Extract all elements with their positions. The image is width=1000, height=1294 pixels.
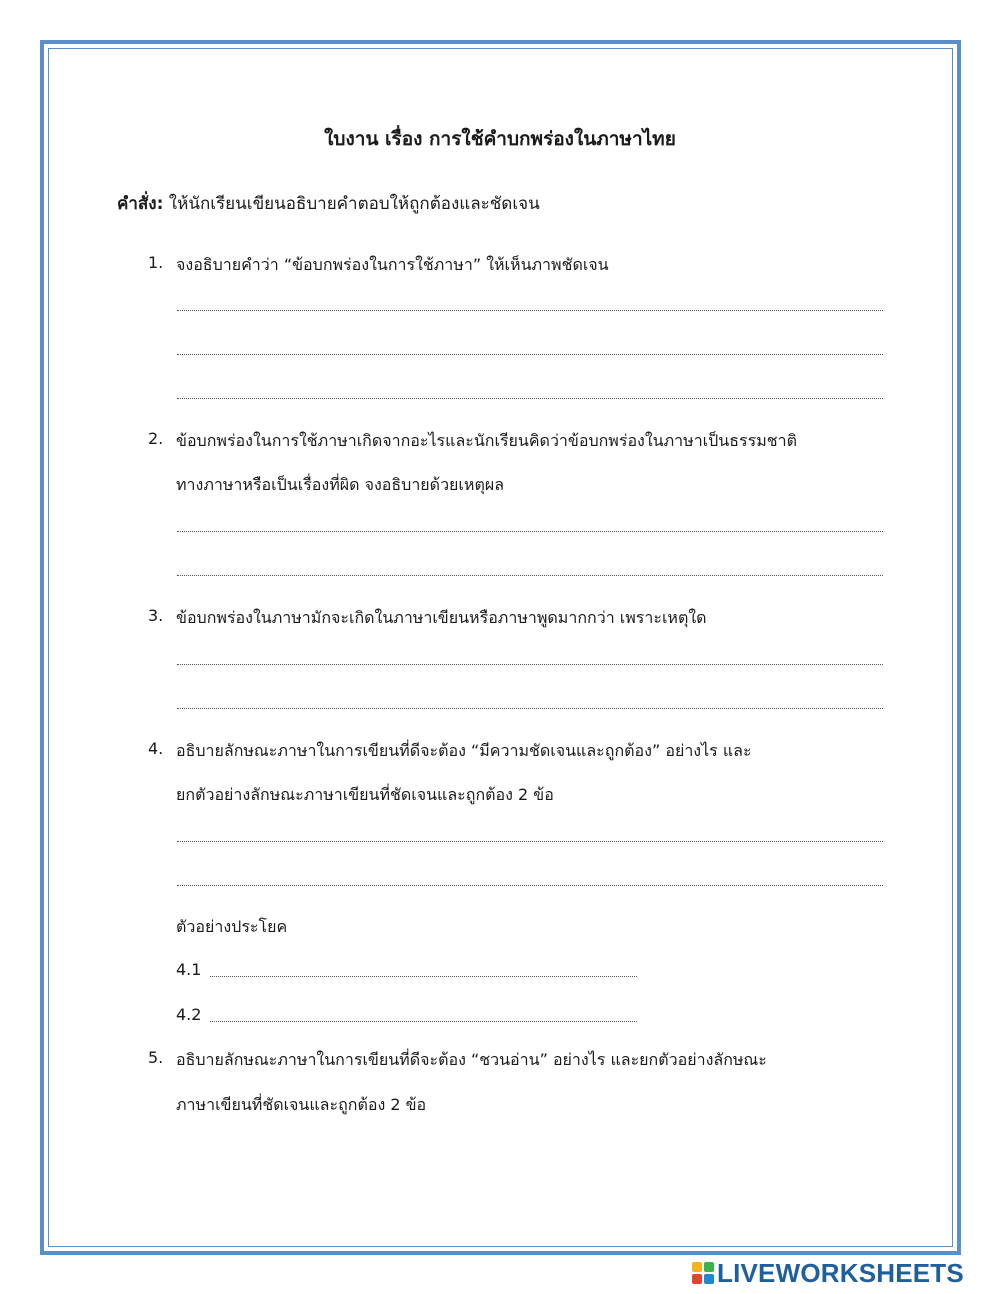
question-2-text-cont: ทางภาษาหรือเป็นเรื่องที่ผิด จงอธิบายด้วยเหตุผล	[176, 475, 505, 494]
liveworksheets-logo-icon	[692, 1262, 714, 1284]
answer-line[interactable]	[177, 354, 883, 355]
example-item-1-label: 4.1	[176, 960, 202, 979]
question-5-text: อธิบายลักษณะภาษาในการเขียนที่ดีจะต้อง “ชวนอ่าน” อย่างไร และยกตัวอย่างลักษณะ	[176, 1050, 767, 1069]
example-label: ตัวอย่างประโยค	[176, 917, 288, 936]
instruction	[117, 190, 540, 217]
question-4-text: อธิบายลักษณะภาษาในการเขียนที่ดีจะต้อง “มีความชัดเจนและถูกต้อง” อย่างไร และ	[176, 741, 752, 760]
answer-line[interactable]	[177, 841, 883, 842]
example-answer-line[interactable]	[210, 1021, 637, 1022]
question-4-text-cont: ยกตัวอย่างลักษณะภาษาเขียนที่ชัดเจนและถูกต้อง 2 ข้อ	[176, 785, 554, 804]
answer-line[interactable]	[177, 885, 883, 886]
answer-line[interactable]	[177, 310, 883, 311]
worksheet-title: ใบงาน เรื่อง การใช้คำบกพร่องในภาษาไทย	[324, 128, 676, 150]
example-item-2-label: 4.2	[176, 1005, 202, 1024]
question-4-number: 4.	[148, 739, 164, 758]
instruction-text: ให้นักเรียนเขียนอธิบายคำตอบให้ถูกต้องและชัดเจน	[163, 194, 540, 214]
liveworksheets-logo	[692, 1258, 964, 1288]
question-5-text-cont: ภาษาเขียนที่ชัดเจนและถูกต้อง 2 ข้อ	[176, 1095, 427, 1114]
example-answer-line[interactable]	[210, 976, 637, 977]
question-3-text: ข้อบกพร่องในภาษามักจะเกิดในภาษาเขียนหรือภาษาพูดมากกว่า เพราะเหตุใด	[176, 608, 707, 627]
liveworksheets-logo-text: LIVEWORKSHEETS	[717, 1257, 964, 1288]
answer-line[interactable]	[177, 531, 883, 532]
question-2-number: 2.	[148, 429, 164, 448]
question-1-text: จงอธิบายคำว่า “ข้อบกพร่องในการใช้ภาษา” ให้เห็นภาพชัดเจน	[176, 255, 609, 274]
question-2-text: ข้อบกพร่องในการใช้ภาษาเกิดจากอะไรและนักเรียนคิดว่าข้อบกพร่องในภาษาเป็นธรรมชาติ	[176, 431, 797, 450]
instruction-label: คำสั่ง:	[117, 194, 164, 214]
question-1-number: 1.	[148, 253, 164, 272]
answer-line[interactable]	[177, 575, 883, 576]
question-5-number: 5.	[148, 1048, 164, 1067]
answer-line[interactable]	[177, 664, 883, 665]
answer-line[interactable]	[177, 708, 883, 709]
answer-line[interactable]	[177, 398, 883, 399]
question-3-number: 3.	[148, 606, 164, 625]
